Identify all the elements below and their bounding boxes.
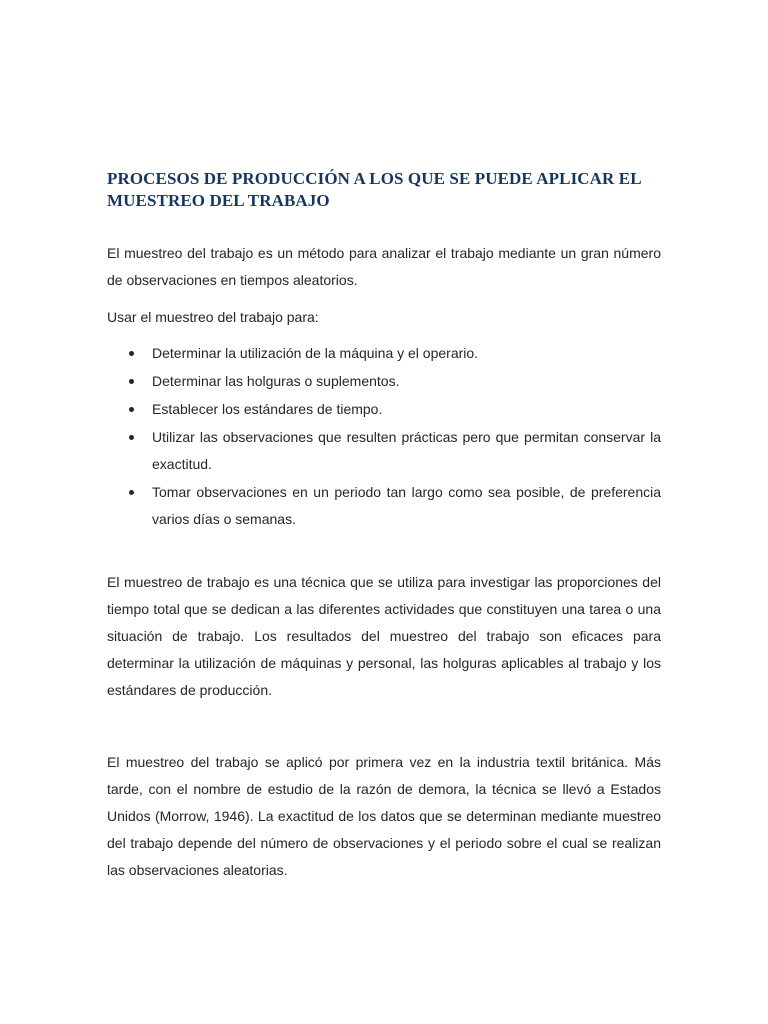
- bullet-text: Determinar la utilización de la máquina y el operario.: [152, 345, 479, 361]
- bullet-item: [107, 368, 661, 395]
- bullet-dot-icon: [129, 490, 134, 495]
- intro-paragraph: El muestreo del trabajo es un método para analizar el trabajo mediante un gran número de observaciones en tiempos aleatorios.: [107, 245, 661, 288]
- bullet-text: Establecer los estándares de tiempo.: [152, 401, 383, 417]
- bullet-item: [107, 479, 661, 533]
- document-title: PROCESOS DE PRODUCCIÓN A LOS QUE SE PUEDE APLICAR EL MUESTREO DEL TRABAJO: [107, 169, 641, 210]
- bullet-dot-icon: [129, 351, 134, 356]
- bullet-text: Utilizar las observaciones que resulten prácticas pero que permitan conservar la exactitud.: [152, 429, 661, 472]
- document-body: [107, 168, 661, 884]
- technique-paragraph: El muestreo de trabajo es una técnica que se utiliza para investigar las proporciones del tiempo total que se dedican a las diferentes actividades que constituyen una tarea o una situación de trabajo. Los resultados del muestreo del trabajo son eficaces para determinar la utilización de máquinas y personal, las holguras aplicables al trabajo y los estándares de producción.: [107, 574, 661, 698]
- bullet-dot-icon: [129, 379, 134, 384]
- bullet-item: [107, 340, 661, 367]
- bullet-item: [107, 396, 661, 423]
- bullet-dot-icon: [129, 435, 134, 440]
- usage-lead-in: Usar el muestreo del trabajo para:: [107, 309, 319, 325]
- history-paragraph: El muestreo del trabajo se aplicó por primera vez en la industria textil británica. Más tarde, con el nombre de estudio de la razón de demora, la técnica se llevó a Estados Unidos (Morrow, 1946). La exactitud de los datos que se determinan mediante muestreo del trabajo depende del número de observaciones y el periodo sobre el cual se realizan las observaciones aleatorias.: [107, 754, 661, 878]
- bullet-text: Determinar las holguras o suplementos.: [152, 373, 400, 389]
- bullet-dot-icon: [129, 407, 134, 412]
- usage-bullet-list: [107, 340, 661, 533]
- bullet-item: [107, 424, 661, 478]
- bullet-text: Tomar observaciones en un periodo tan largo como sea posible, de preferencia varios días o semanas.: [152, 484, 661, 527]
